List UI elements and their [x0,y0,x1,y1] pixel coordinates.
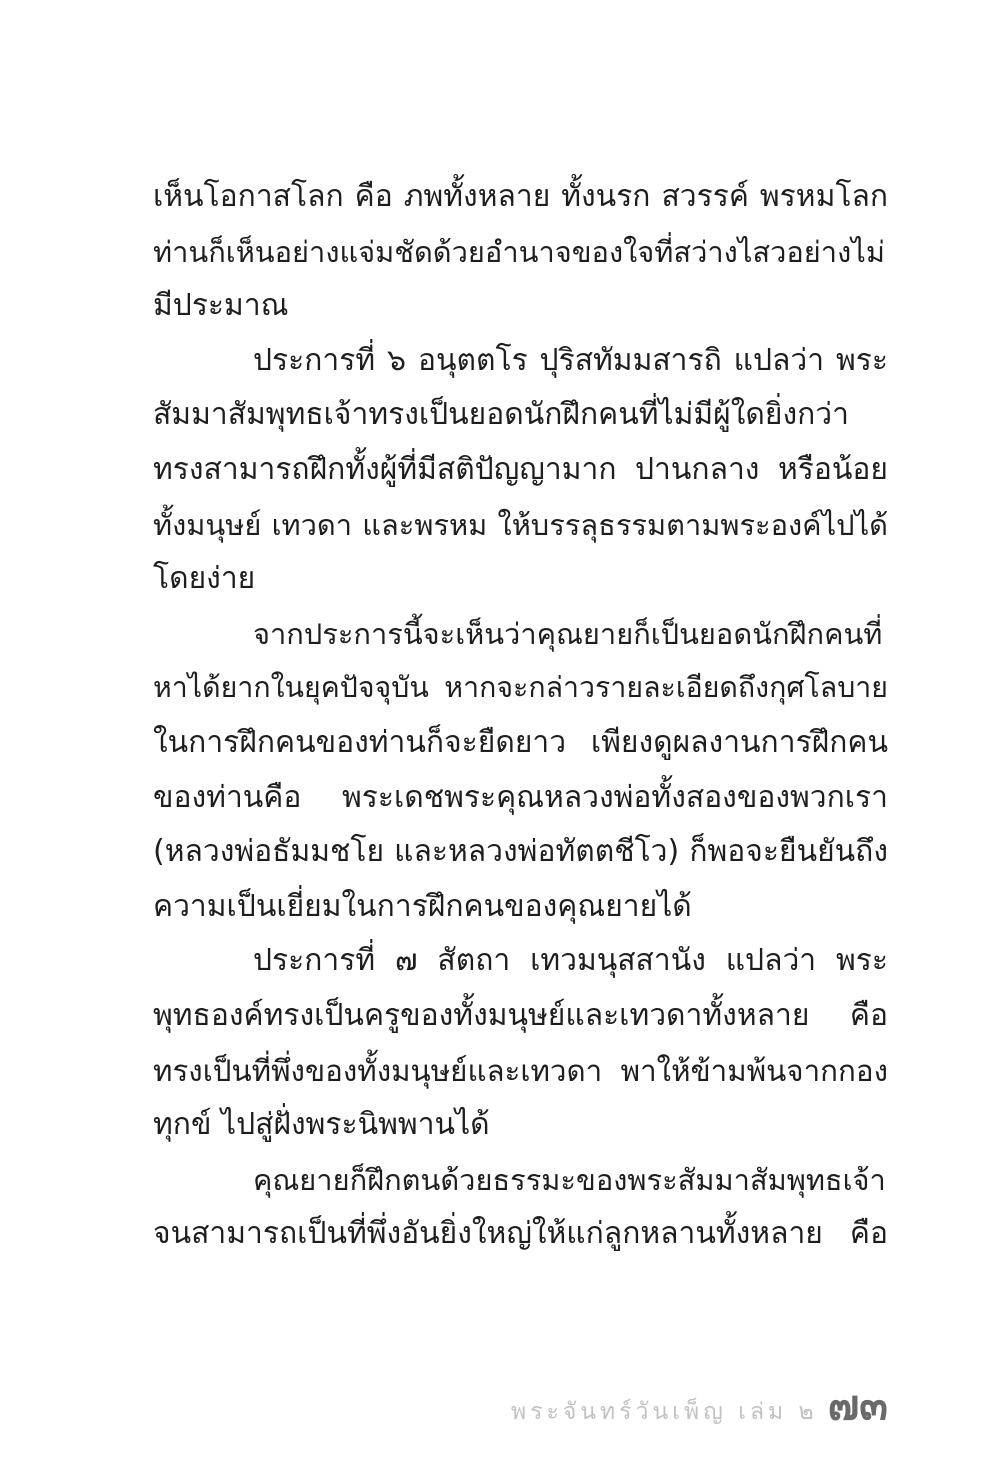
text-line: สัมมาสัมพุทธเจ้าทรงเป็นยอดนักฝึกคนที่ไม่มีผู้ใดยิ่งกว่า [153,397,849,433]
text-line: ท่านก็เห็นอย่างแจ่มชัดด้วยอำนาจของใจที่สว่างไสวอย่างไม่ [153,234,885,269]
page-number: ๗๓ [827,1380,888,1429]
paragraph-first-line: ประการที่ ๗ สัตถา เทวมนุสสานัง แปลว่า พระ [253,943,888,979]
body-text [153,170,888,1262]
page-footer [511,1372,888,1432]
text-line: โดยง่าย [153,561,256,597]
text-line: ของท่านคือ พระเดชพระคุณหลวงพ่อทั้งสองของพวกเรา [153,779,888,815]
paragraph-first-line: ประการที่ ๖ อนุตตโร ปุริสทัมมสารถิ แปลว่า พระ [253,342,888,378]
text-line: มีประมาณ [153,288,289,324]
text-line: ในการฝึกคนของท่านก็จะยืดยาว เพียงดูผลงานการฝึกคน [153,724,888,760]
text-line: พุทธองค์ทรงเป็นครูของทั้งมนุษย์และเทวดาทั้งหลาย คือ [153,997,888,1033]
text-line: เห็นโอกาสโลก คือ ภพทั้งหลาย ทั้งนรก สวรรค์ พรหมโลก [153,179,888,214]
book-title: พระจันทร์วันเพ็ญ เล่ม ๒ [510,1399,818,1425]
text-line: ทุกข์ ไปสู่ฝั่งพระนิพพานได้ [153,1107,490,1143]
text-line: ทรงสามารถฝึกทั้งผู้ที่มีสติปัญญามาก ปานกลาง หรือน้อย [153,451,888,487]
paragraph-first-line: จากประการนี้จะเห็นว่าคุณยายก็เป็นยอดนักฝึกคนที่ [253,616,883,651]
text-line: หาได้ยากในยุคปัจจุบัน หากจะกล่าวรายละเอียดถึงกุศโลบาย [153,671,888,705]
text-line: ทั้งมนุษย์ เทวดา และพรหม ให้บรรลุธรรมตามพระองค์ไปได้ [153,507,888,542]
text-line: (หลวงพ่อธัมมชโย และหลวงพ่อทัตตชีโว) ก็พอจะยืนยันถึง [153,834,888,870]
text-line: ความเป็นเยี่ยมในการฝึกคนของคุณยายได้ [153,888,692,924]
text-line: จนสามารถเป็นที่พึ่งอันยิ่งใหญ่ให้แก่ลูกหลานทั้งหลาย คือ [153,1216,888,1252]
text-line: ทรงเป็นที่พึ่งของทั้งมนุษย์และเทวดา พาให้ข้ามพ้นจากกอง [153,1053,888,1088]
paragraph-first-line: คุณยายก็ฝึกตนด้วยธรรมะของพระสัมมาสัมพุทธเจ้า [253,1162,886,1197]
